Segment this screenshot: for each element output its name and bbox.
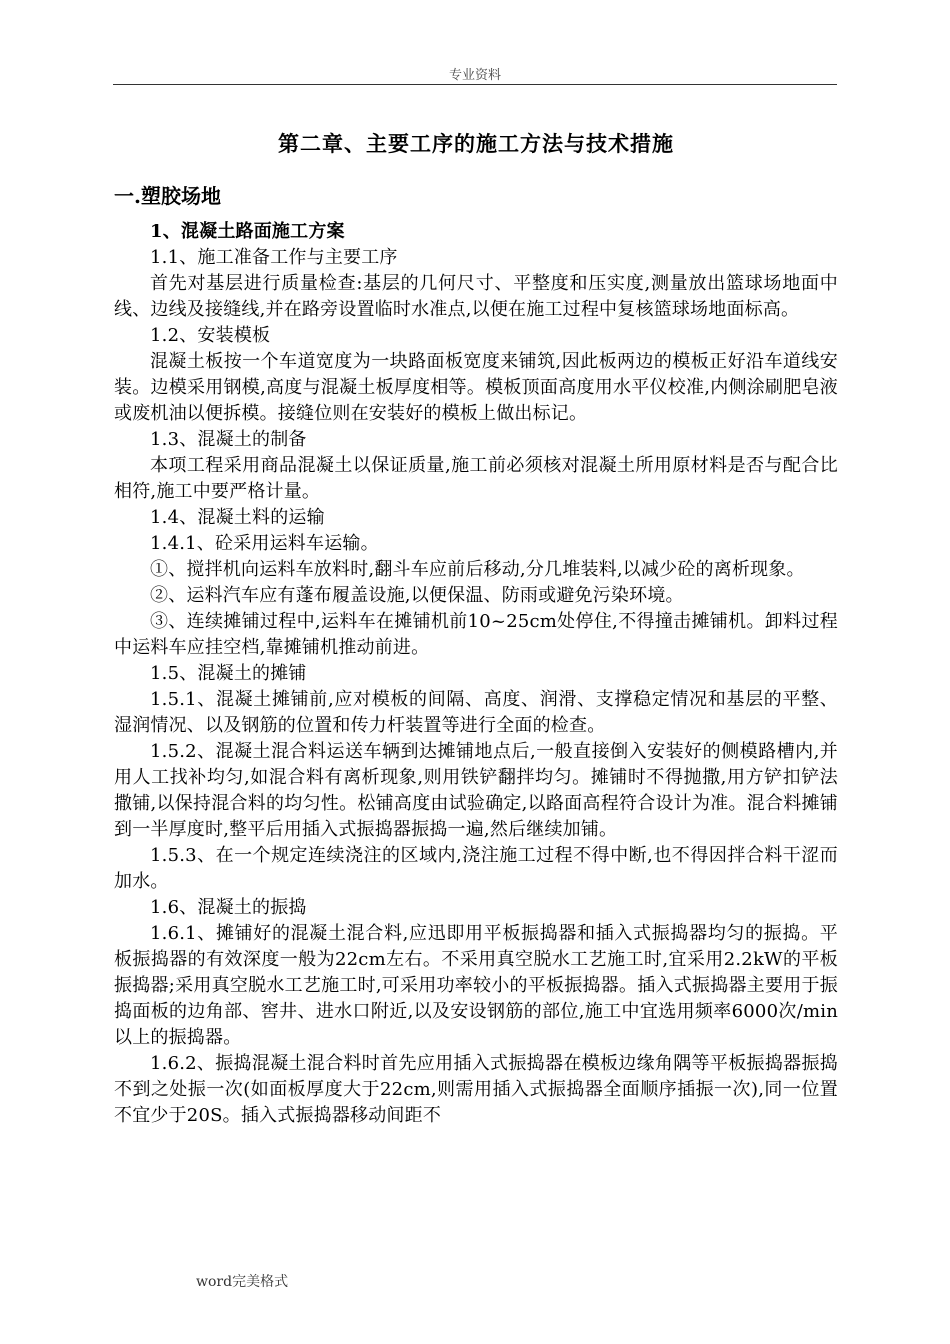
- paragraph: 1.6、混凝土的振捣: [150, 897, 307, 918]
- page-footer: word完美格式: [196, 1274, 289, 1290]
- paragraph: 1.3、混凝土的制备: [150, 429, 307, 450]
- paragraph: 混凝土板按一个车道宽度为一块路面板宽度来铺筑,因此板两边的模板正好沿车道线安装。边模采用钢模,高度与混凝土板厚度相等。模板顶面高度用水平仪校准,内侧涂刷肥皂液或废机油以便拆模。接缝位则在安装好的模板上做出标记。: [114, 351, 838, 424]
- paragraph: 本项工程采用商品混凝土以保证质量,施工前必须核对混凝土所用原材料是否与配合比相符,施工中要严格计量。: [114, 455, 838, 502]
- page-header: 专业资料: [448, 68, 501, 83]
- paragraph: 1.6.2、振捣混凝土混合料时首先应用插入式振捣器在模板边缘角隅等平板振捣器振捣不到之处振一次(如面板厚度大于22cm,则需用插入式振捣器全面顺序插振一次),同一位置不宜少于20S。插入式振捣器移动间距不: [114, 1053, 838, 1126]
- paragraph: 1.5.3、在一个规定连续浇注的区域内,浇注施工过程不得中断,也不得因拌合料干涩而加水。: [114, 845, 838, 892]
- paragraph: 1.6.1、摊铺好的混凝土混合料,应迅即用平板振捣器和插入式振捣器均匀的振捣。平板振捣器的有效深度一般为22cm左右。不采用真空脱水工艺施工时,宜采用2.2kW的平板振捣器;采用真空脱水工艺施工时,可采用功率较小的平板振捣器。插入式振捣器主要用于振捣面板的边角部、窖井、进水口附近,以及安设钢筋的部位,施工中宜选用频率6000次/min以上的振捣器。: [114, 923, 838, 1048]
- paragraph: 1.2、安装模板: [150, 325, 271, 346]
- paragraph: ①、搅拌机向运料车放料时,翻斗车应前后移动,分几堆装料,以减少砼的离析现象。: [150, 559, 805, 580]
- paragraph: 1.4.1、砼采用运料车运输。: [150, 533, 379, 554]
- paragraph: 1.1、施工准备工作与主要工序: [150, 247, 398, 268]
- paragraph: 1.4、混凝土料的运输: [150, 507, 325, 528]
- chapter-title: 第二章、主要工序的施工方法与技术措施: [278, 131, 674, 156]
- paragraph: ②、运料汽车应有蓬布履盖设施,以便保温、防雨或避免污染环境。: [150, 585, 684, 606]
- paragraph: 1.5、混凝土的摊铺: [150, 663, 307, 684]
- paragraph: 首先对基层进行质量检查:基层的几何尺寸、平整度和压实度,测量放出篮球场地面中线、边线及接缝线,并在路旁设置临时水准点,以便在施工过程中复核篮球场地面标高。: [114, 273, 838, 320]
- paragraph: ③、连续摊铺过程中,运料车在摊铺机前10~25cm处停住,不得撞击摊铺机。卸料过程中运料车应挂空档,靠摊铺机推动前进。: [114, 611, 838, 658]
- header-divider: [113, 84, 837, 85]
- section-title: 一.塑胶场地: [114, 184, 221, 208]
- subsection-heading: 1、混凝土路面施工方案: [150, 221, 345, 242]
- paragraph: 1.5.2、混凝土混合料运送车辆到达摊铺地点后,一般直接倒入安装好的侧模路槽内,并用人工找补均匀,如混合料有离析现象,则用铁铲翻拌均匀。摊铺时不得抛撒,用方铲扣铲法撒铺,以保持混合料的均匀性。松铺高度由试验确定,以路面高程符合设计为准。混合料摊铺到一半厚度时,整平后用插入式振捣器振捣一遍,然后继续加铺。: [114, 741, 838, 840]
- paragraph: 1.5.1、混凝土摊铺前,应对模板的间隔、高度、润滑、支撑稳定情况和基层的平整、湿润情况、以及钢筋的位置和传力杆装置等进行全面的检查。: [114, 689, 838, 736]
- document-body: [114, 128, 838, 1129]
- paragraph-list: [114, 219, 838, 1129]
